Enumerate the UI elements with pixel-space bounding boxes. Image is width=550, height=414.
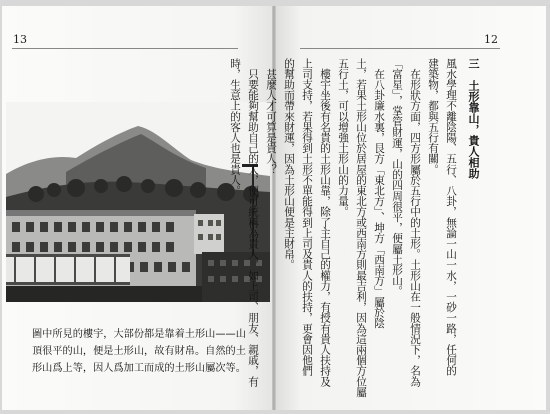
book-spread [2,6,546,410]
text-column: 建築物，都與五行有關。 [427,58,439,175]
vertical-text-body [226,58,482,398]
text-column: 在形狀方面，四方形屬於五行中的土形。土形山在一般情況下，名為 [409,58,421,387]
text-column: 上司支持，若果得到土形不單能得到上司及貴人的扶持，更會因他們 [301,58,313,376]
page-number-left: 13 [13,33,27,46]
header-rule-right [300,48,500,49]
text-column: 的幫助而帶來財運，因為土形山便是主財帛。 [283,58,295,270]
text-column: 「富星」，掌管財運，山的四周很平，便屬土形山。 [391,58,403,297]
caption-line: 形山爲上等，因人爲加工而成的土形山屬次等。 [32,363,246,374]
caption-line: 圖中所見的樓宇，大部份都是靠着土形山——山 [32,329,246,340]
section-heading: 三 土形靠山，貴人相助 [467,58,480,179]
header-rule-left [12,48,238,49]
text-column: 風水學理不離陰陽、五行、八卦，無論一山一水，一砂一路，任何的 [445,58,457,376]
text-column: 只要能夠幫助自己的人，便可統稱為貴人，如上司、朋友、親戚，有 [247,58,259,387]
page-number-right: 12 [484,33,498,46]
caption-line: 頂很平的山，便是土形山，故有財帛。自然的土 [32,346,246,357]
text-column: 甚麼人才可算是貴人？ [265,58,277,175]
text-column: 在八卦廉水裏，艮方「東北方」、坤方「西南方」屬於陰 [373,58,385,329]
text-column: 五行土，可以增強土形山的力量。 [337,58,349,217]
text-column: 時，生意上的客人也是貴人。 [229,58,241,196]
text-column: 樓宇坐後有名貴的土形山靠，除了主自己的權力，有授有貴人扶持及 [319,58,331,387]
text-column: 土，若果土形山位於居屋的東北方或西南方則最吉利，因為這兩個方位屬 [355,58,367,398]
